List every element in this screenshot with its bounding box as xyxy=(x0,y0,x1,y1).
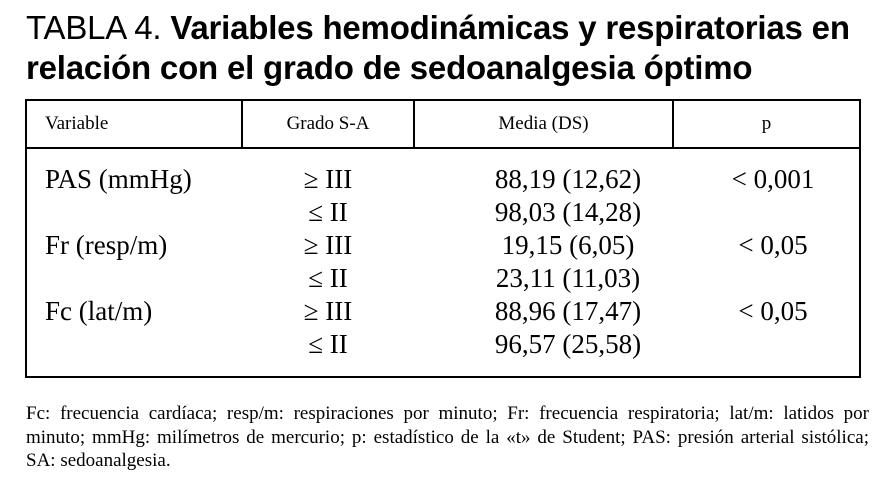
cell-grade: ≤ II xyxy=(308,263,348,293)
data-table xyxy=(25,99,861,378)
cell-grade: ≥ III xyxy=(303,164,353,194)
cell-p: < 0,05 xyxy=(738,230,808,260)
table-title xyxy=(26,8,876,88)
header-mean: Media (DS) xyxy=(498,113,589,134)
cell-grade: ≥ III xyxy=(303,230,353,260)
table-body xyxy=(27,163,859,361)
table-footnote: Fc: frecuencia cardíaca; resp/m: respiraciones por minuto; Fr: frecuencia respiratoria; lat/m: latidos por minuto; mmHg: milímetros de mercurio; p: estadístico de la «t» de Student; PAS: presión arterial sistólica; SA: sedoanalgesia. xyxy=(26,403,869,471)
cell-mean: 98,03 (14,28) xyxy=(494,197,642,227)
cell-p: < 0,05 xyxy=(738,296,808,326)
cell-mean: 19,15 (6,05) xyxy=(501,230,635,260)
cell-variable: Fr (resp/m) xyxy=(45,230,168,260)
cell-mean: 88,96 (17,47) xyxy=(494,296,642,326)
header-variable: Variable xyxy=(45,113,109,134)
table-number: TABLA 4. xyxy=(26,9,162,46)
table-row xyxy=(27,196,859,229)
table-caption: Variables hemodinámicas y respiratorias en relación con el grado de sedoanalgesia óptimo xyxy=(26,9,850,86)
cell-variable: PAS (mmHg) xyxy=(45,164,192,194)
cell-mean: 96,57 (25,58) xyxy=(494,329,642,359)
table-row xyxy=(27,163,859,196)
cell-grade: ≤ II xyxy=(308,197,348,227)
cell-grade: ≤ II xyxy=(308,329,348,359)
cell-mean: 23,11 (11,03) xyxy=(495,263,641,293)
table-row xyxy=(27,328,859,361)
cell-mean: 88,19 (12,62) xyxy=(494,164,642,194)
table-row xyxy=(27,229,859,262)
header-p: p xyxy=(761,113,772,134)
table-row xyxy=(27,262,859,295)
header-grade: Grado S-A xyxy=(286,113,370,134)
table-row xyxy=(27,295,859,328)
cell-variable: Fc (lat/m) xyxy=(45,296,153,326)
table-header xyxy=(27,101,859,149)
cell-grade: ≥ III xyxy=(303,296,353,326)
cell-p: < 0,001 xyxy=(731,164,815,194)
